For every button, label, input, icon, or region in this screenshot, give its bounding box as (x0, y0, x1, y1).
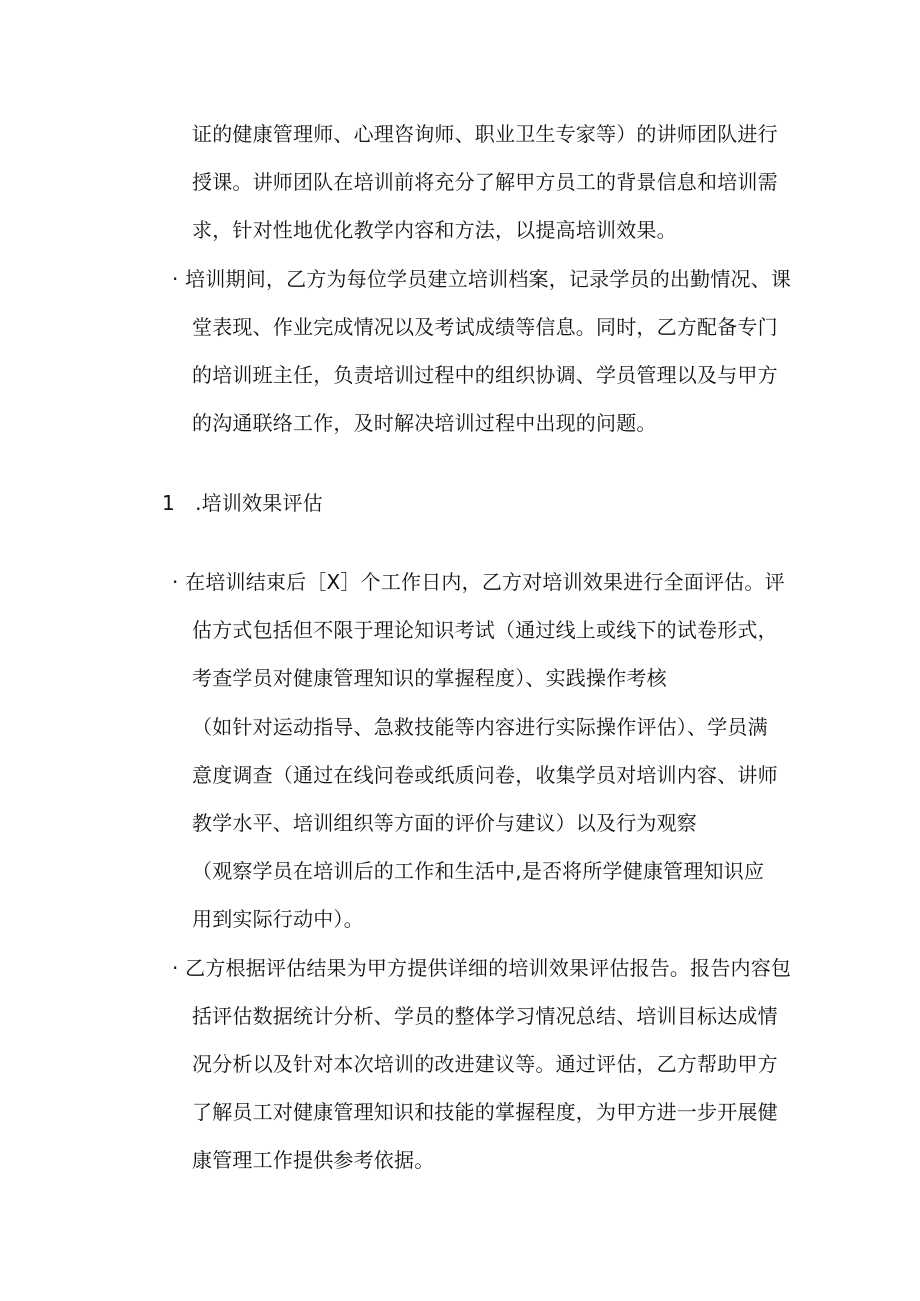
para3-line-7: （观察学员在培训后的工作和生活中,是否将所学健康管理知识应 (192, 859, 765, 883)
para3-line-2: 估方式包括但不限于理论知识考试（通过线上或线下的试卷形式， (192, 618, 778, 642)
para4-line-3: 况分析以及针对本次培训的改进建议等。通过评估，乙方帮助甲方 (192, 1052, 778, 1076)
para2-line-1: · 培训期间，乙方为每位学员建立培训档案，记录学员的出勤情况、课 (172, 267, 792, 291)
para3-line-6: 教学水平、培训组织等方面的评价与建议）以及行为观察 (192, 811, 697, 835)
section-heading: 1 .培训效果评估 (162, 491, 323, 515)
para4-line-5: 康管理工作提供参考依据。 (192, 1148, 435, 1172)
para4-line-1: · 乙方根据评估结果为甲方提供详细的培训效果评估报告。报告内容包 (172, 956, 792, 980)
para1-line-3: 求，针对性地优化教学内容和方法，以提高培训效果。 (192, 218, 677, 242)
para2-line-4: 的沟通联络工作，及时解决培训过程中出现的问题。 (192, 411, 657, 435)
para1-line-1: 证的健康管理师、心理咨询师、职业卫生专家等）的讲师团队进行 (192, 122, 778, 146)
para2-line-2: 堂表现、作业完成情况以及考试成绩等信息。同时，乙方配备专门 (192, 315, 778, 339)
para4-line-4: 了解员工对健康管理知识和技能的掌握程度，为甲方进一步开展健 (192, 1100, 778, 1124)
para3-line-1: · 在培训结束后［X］个工作日内，乙方对培训效果进行全面评估。评 (172, 570, 785, 594)
para4-line-2: 括评估数据统计分析、学员的整体学习情况总结、培训目标达成情 (192, 1004, 778, 1028)
para3-line-4: （如针对运动指导、急救技能等内容进行实际操作评估）、学员满 (192, 715, 768, 739)
para3-line-8: 用到实际行动中）。 (192, 907, 364, 931)
para2-line-3: 的培训班主任，负责培训过程中的组织协调、学员管理以及与甲方 (192, 363, 778, 387)
para1-line-2: 授课。讲师团队在培训前将充分了解甲方员工的背景信息和培训需 (192, 170, 778, 194)
para3-line-5: 意度调查（通过在线问卷或纸质问卷，收集学员对培训内容、讲师 (192, 763, 778, 787)
para3-line-3: 考查学员对健康管理知识的掌握程度）、实践操作考核 (192, 666, 667, 690)
